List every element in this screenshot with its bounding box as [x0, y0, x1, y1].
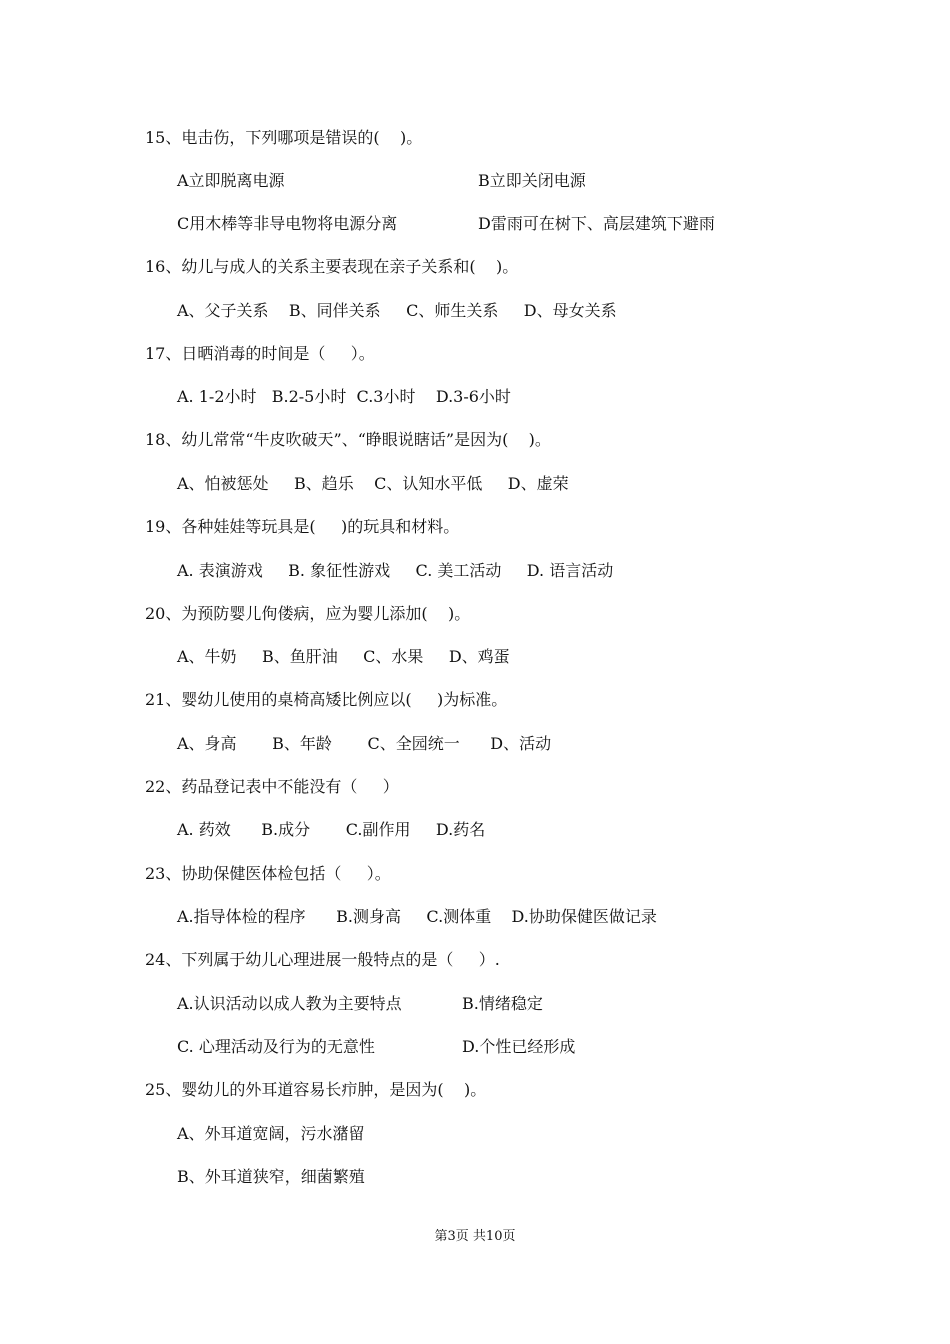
question-18: 18、幼儿常常“牛皮吹破天”、“睁眼说瞎话”是因为( )。 — [145, 430, 551, 449]
option-15-d: D雷雨可在树下、高层建筑下避雨 — [478, 214, 715, 233]
option-25-a: A、外耳道宽阔，污水潴留 — [177, 1124, 365, 1143]
question-22: 22、药品登记表中不能没有（ ） — [145, 777, 399, 796]
options-18: A、怕被惩处 B、趋乐 C、认知水平低 D、虚荣 — [177, 474, 569, 493]
option-15-b: B立即关闭电源 — [478, 171, 586, 190]
question-23: 23、协助保健医体检包括（ ）。 — [145, 864, 391, 883]
question-24: 24、下列属于幼儿心理进展一般特点的是（ ）. — [145, 950, 500, 969]
options-17: A. 1-2小时 B.2-5小时 C.3小时 D.3-6小时 — [177, 387, 511, 406]
option-24-d: D.个性已经形成 — [462, 1037, 576, 1056]
option-15-a: A立即脱离电源 — [177, 171, 285, 190]
options-19: A. 表演游戏 B. 象征性游戏 C. 美工活动 D. 语言活动 — [177, 561, 614, 580]
option-24-a: A.认识活动以成人教为主要特点 — [177, 994, 402, 1013]
option-15-c: C用木棒等非导电物将电源分离 — [177, 214, 398, 233]
options-22: A. 药效 B.成分 C.副作用 D.药名 — [177, 820, 486, 839]
question-21: 21、婴幼儿使用的桌椅高矮比例应以( )为标准。 — [145, 690, 508, 709]
options-16: A、父子关系 B、同伴关系 C、师生关系 D、母女关系 — [177, 301, 617, 320]
question-17: 17、日晒消毒的时间是（ ）。 — [145, 344, 375, 363]
question-25: 25、婴幼儿的外耳道容易长疖肿，是因为( )。 — [145, 1080, 487, 1099]
option-24-c: C. 心理活动及行为的无意性 — [177, 1037, 375, 1056]
question-19: 19、各种娃娃等玩具是( )的玩具和材料。 — [145, 517, 460, 536]
question-16: 16、幼儿与成人的关系主要表现在亲子关系和( )。 — [145, 257, 519, 276]
option-25-b: B、外耳道狭窄，细菌繁殖 — [177, 1167, 365, 1186]
option-24-b: B.情绪稳定 — [462, 994, 543, 1013]
options-21: A、身高 B、年龄 C、全园统一 D、活动 — [177, 734, 552, 753]
options-23: A.指导体检的程序 B.测身高 C.测体重 D.协助保健医做记录 — [177, 907, 657, 926]
question-15: 15、电击伤，下列哪项是错误的( )。 — [145, 128, 423, 147]
question-20: 20、为预防婴儿佝偻病，应为婴儿添加( )。 — [145, 604, 471, 623]
page-footer: 第3页 共10页 — [434, 1229, 516, 1244]
options-20: A、牛奶 B、鱼肝油 C、水果 D、鸡蛋 — [177, 647, 510, 666]
